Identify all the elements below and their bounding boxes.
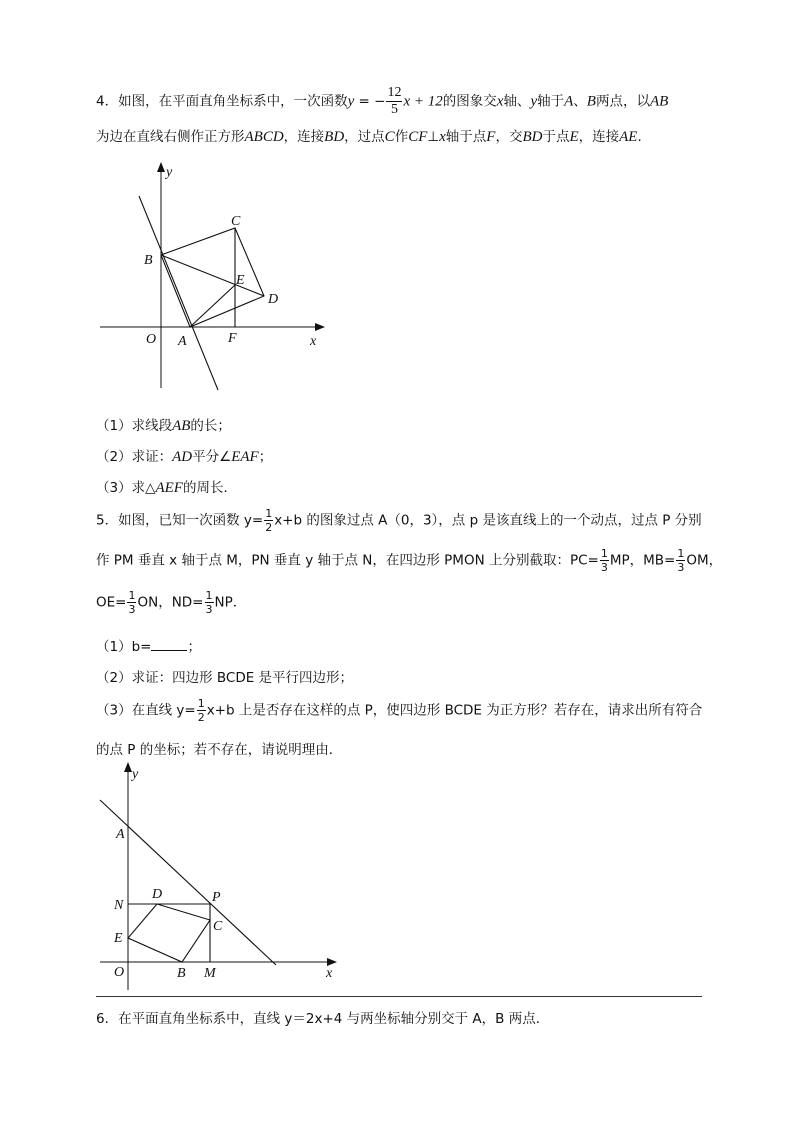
fraction-denominator: 3 [677,561,685,574]
q4-text: 4．如图，在平面直角坐标系中，一次函数 [96,93,348,110]
var-B: B [586,93,596,110]
section-divider [96,996,702,997]
var-x: x [439,129,446,145]
label-b: B [177,966,186,981]
q4-text: （3）求△ [96,480,156,496]
q4-sub-2 [96,445,272,466]
q4-text: ； [258,449,273,465]
q5-text: （2）求证：四边形 BCDE 是平行四边形； [96,670,354,686]
fraction-1-3 [127,590,136,615]
q4-text: 的图象交 [442,93,497,110]
label-c: C [231,214,241,229]
var-C: C [384,129,395,145]
q4-text: ，连接 [283,129,325,145]
label-e: E [236,273,245,288]
label-m: M [204,966,216,981]
fraction-numerator: 1 [128,589,136,602]
label-x: x [310,334,317,349]
var-ABCD: ABCD [244,129,284,145]
var-BD: BD [522,129,543,145]
q5-text: x+b 的图象过点 A（0，3），点 p 是该直线上的一个动点，过点 P 分别 [274,512,702,529]
var-BD: BD [324,129,345,145]
q5-text: NP． [214,594,247,611]
q4-line-2 [96,125,642,146]
q4-text: ，连接 [578,129,620,145]
q5-sub-3-cont [96,738,342,758]
var-x: x [496,93,504,110]
q5-line-1 [96,508,702,533]
fraction-numerator: 12 [387,85,402,100]
fraction-numerator: 1 [197,697,205,710]
label-a: A [178,334,187,349]
fraction-12-5 [386,86,402,117]
q4-text: 平分∠ [192,449,232,465]
label-d: D [152,887,163,902]
label-e: E [114,931,123,946]
line-ab [139,196,218,390]
figure-square-abcd [0,160,340,400]
label-p: P [212,890,221,905]
label-d: D [268,292,279,307]
q4-text: 作 [394,129,409,145]
q5-line-3 [96,590,246,615]
q5-text: OM， [686,552,723,569]
fraction-denominator: 5 [390,102,398,117]
var-F: F [486,129,496,145]
q4-text: 轴于点 [445,129,487,145]
q5-sub-2 [96,666,353,686]
var-AB: AB [649,93,669,110]
fraction-numerator: 1 [205,589,213,602]
q4-sub-1 [96,414,231,435]
q5-text: OE= [96,594,127,611]
label-c: C [213,919,223,934]
fraction-1-3 [600,548,609,573]
q5-sub-1 [96,635,201,655]
q5-text: 的点 P 的坐标；若不存在，请说明理由． [96,742,343,758]
q5-line-2 [96,548,722,573]
q5-text: MP，MB= [609,552,676,569]
var-AD: AD [172,449,193,465]
q4-text: 轴、 [503,93,531,110]
eq-y: y [347,93,355,110]
square-abcd [161,228,264,327]
var-AB: AB [172,418,191,434]
q4-text: （1）求线段 [96,418,173,434]
label-f: F [228,331,237,346]
q6-line-1 [96,1007,549,1027]
label-o: O [114,965,125,980]
label-y: y [166,165,173,180]
q5-text: x+b 上是否存在这样的点 P，使四边形 BCDE 为正方形？若存在，请求出所有符合 [206,702,703,719]
fraction-denominator: 3 [600,561,608,574]
fraction-denominator: 2 [197,711,205,724]
var-AEF: AEF [155,480,183,496]
quadrilateral-bcde [128,904,210,962]
q6-text: 6．在平面直角坐标系中，直线 y＝2x+4 与两坐标轴分别交于 A，B 两点． [96,1011,550,1027]
fraction-1-3 [676,548,685,573]
var-y: y [530,93,538,110]
label-y: y [132,767,139,782]
fraction-denominator: 2 [265,521,273,534]
fraction-1-2 [264,508,273,533]
q4-text: 、 [573,93,587,110]
var-A: A [564,93,574,110]
var-E: E [569,129,579,145]
q4-text: ，交 [495,129,523,145]
label-a: A [116,827,125,842]
q4-text: 轴于 [537,93,565,110]
q4-text: ，过点 [344,129,385,145]
label-b: B [144,253,153,268]
q4-text: . [637,129,642,145]
q5-text: ON，ND= [137,594,204,611]
eq-minus: = − [354,93,386,110]
fraction-numerator: 1 [600,547,608,560]
figure-quadrilateral-bcde [0,760,360,996]
q4-text: 为边在直线右侧作正方形 [96,129,245,145]
line-y-half-x-b [100,800,276,965]
q5-text: ； [187,639,201,655]
label-x: x [326,966,333,981]
q4-text: 于点 [542,129,570,145]
var-CF: CF [408,129,428,145]
label-o: O [146,332,157,347]
var-EAF: EAF [231,449,259,465]
q4-sub-3 [96,476,237,497]
q5-sub-3 [96,698,702,723]
perp-symbol: ⊥ [427,129,440,145]
q4-text: 的周长． [182,480,237,496]
q5-text: 作 PM 垂直 x 轴于点 M，PN 垂直 y 轴于点 N，在四边形 PMON 上分别截取：PC= [96,552,599,569]
q4-text: 两点，以 [595,93,650,110]
fraction-denominator: 3 [128,603,136,616]
fraction-1-2 [197,698,206,723]
fraction-numerator: 1 [265,507,273,520]
fraction-numerator: 1 [677,547,685,560]
q5-text: （1）b= [96,639,152,655]
eq-rest: x + 12 [403,93,443,110]
q4-text: 的长； [190,418,231,434]
q4-text: （2）求证： [96,449,173,465]
q5-text: （3）在直线 y= [96,702,196,719]
answer-blank[interactable] [151,638,187,651]
fraction-denominator: 3 [205,603,213,616]
fraction-1-3 [205,590,214,615]
q5-text: 5．如图，已知一次函数 y= [96,512,264,529]
segment-ae [190,285,235,327]
var-AE: AE [619,129,638,145]
label-n: N [114,898,124,913]
q4-line-1 [96,86,668,117]
